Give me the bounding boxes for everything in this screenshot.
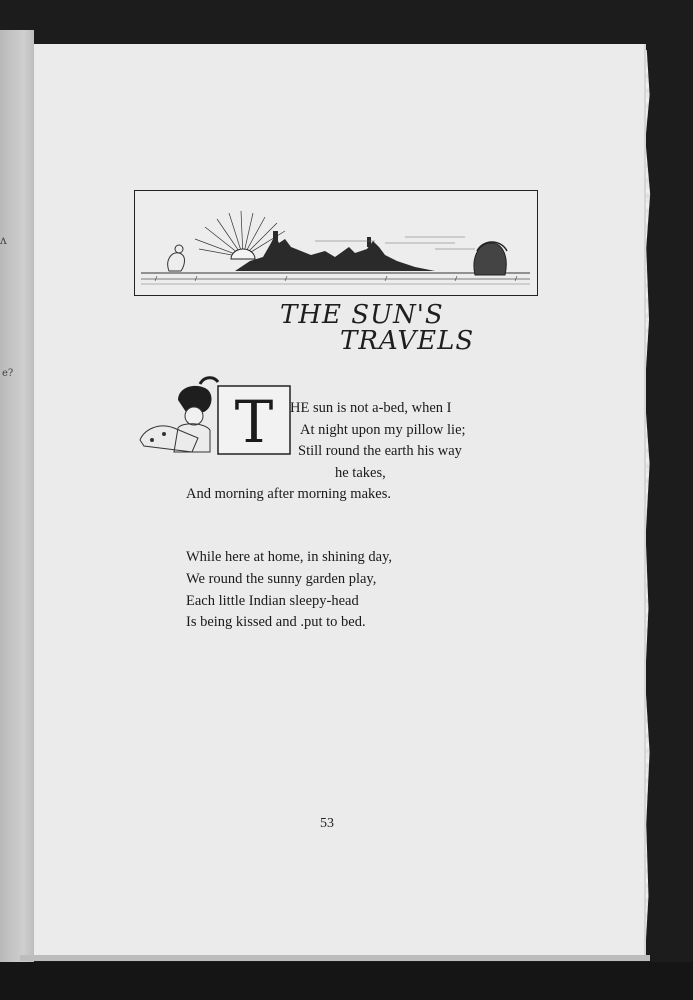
headpiece-illustration [134,190,538,296]
title-line-1: THE SUN'S [280,300,444,330]
stanza1-line2: At night upon my pillow lie; [300,422,466,438]
stanza2-line2: We round the sunny garden play, [186,571,377,587]
illustrated-dropcap [138,372,294,458]
sunrise-landscape-drawing [135,191,536,294]
stanza2-line3: Each little Indian sleepy-head [186,593,359,609]
page-bottom-edge [20,955,650,961]
facing-page-fragment-mark: ʌ [0,233,7,247]
title-line-2: TRAVELS [340,326,475,356]
stanza1-line1: HE sun is not a-bed, when I [290,400,452,416]
page-number: 53 [320,816,334,831]
stanza1-line4: he takes, [335,465,386,481]
child-figure-drawing [138,372,294,458]
scan-background [0,962,693,1000]
stanza1-line5: And morning after morning makes. [186,486,391,502]
stanza2-line1: While here at home, in shining day, [186,549,393,565]
stanza1-line3: Still round the earth his way [298,443,462,459]
dropcap-letter: T [234,388,274,456]
facing-page-edge [0,30,34,970]
poem-title [280,300,500,360]
stanza2-line4: Is being kissed and .put to bed. [186,614,366,630]
facing-page-fragment-mark: e? [2,368,14,379]
